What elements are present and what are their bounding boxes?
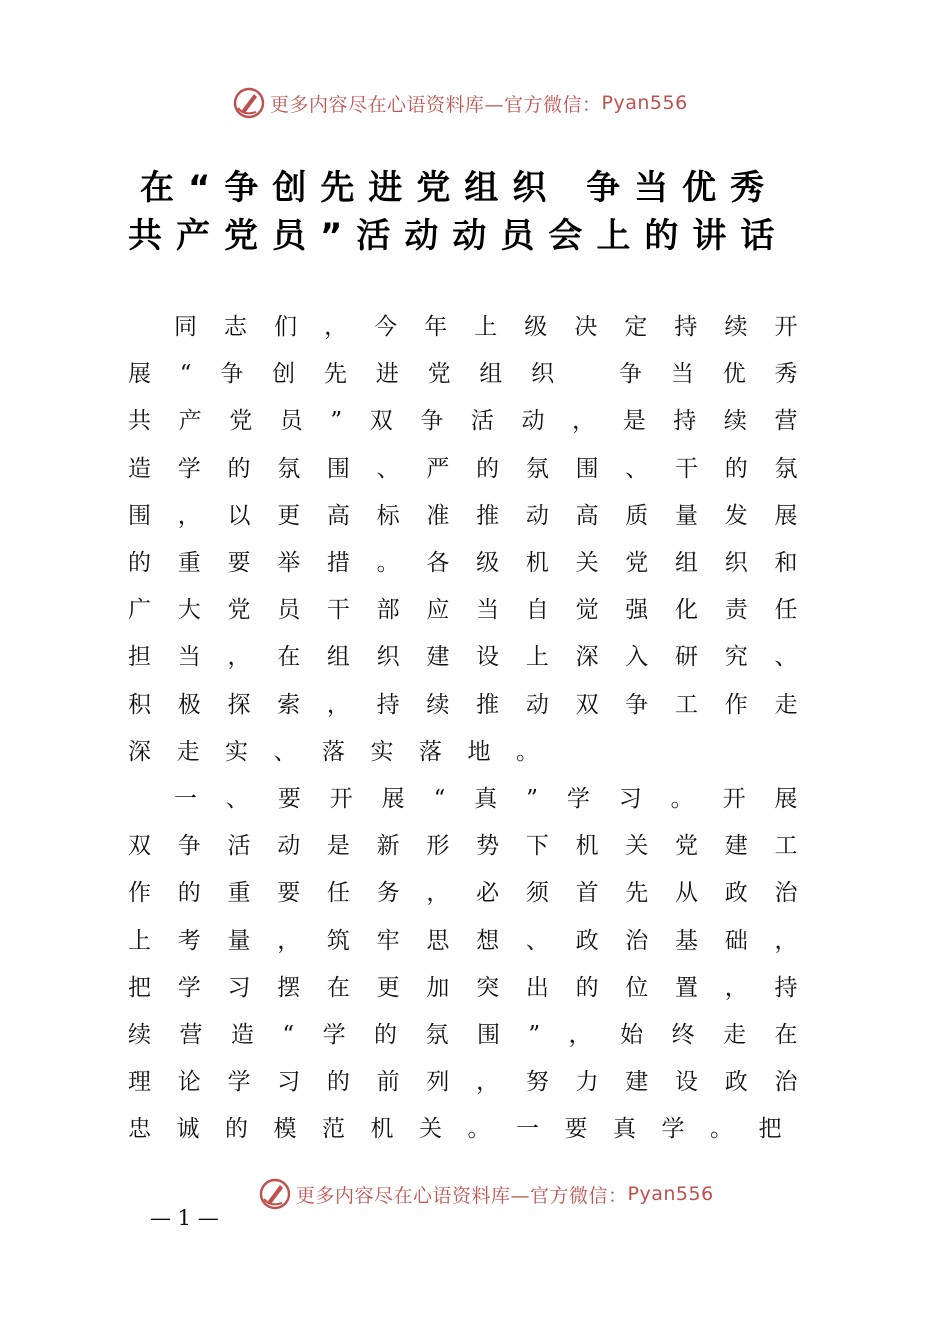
watermark-bottom [258, 1177, 714, 1211]
document-title-line-1: 在“争创先进党组织 争当优秀 [140, 168, 779, 208]
document-title-line-2: 共产党员”活动动员会上的讲话 [128, 216, 789, 256]
watermark-top [232, 86, 688, 120]
logo-icon [232, 86, 266, 120]
page-number: — 1 — [150, 1206, 219, 1230]
watermark-wechat-id: Pyan556 [627, 1183, 714, 1205]
watermark-text: 更多内容尽在心语资料库—官方微信： [296, 1184, 628, 1207]
logo-icon [258, 1177, 292, 1211]
watermark-text: 更多内容尽在心语资料库—官方微信： [270, 93, 602, 116]
body-paragraph: 同志们，今年上级决定持续开展“争创先进党组织 争当优秀共产党员”双争活动，是持续营造学的氛围、严的氛围、干的氛围，以更高标准推动高质量发展的重要举措。各级机关党组织和广大党员干部应当自觉强化责任担当，在组织建设上深入研究、积极探索，持续推动双争工作走深走实、落实落地。 [128, 314, 823, 765]
body-paragraph: 一、要开展“真”学习。开展双争活动是新形势下机关党建工作的重要任务，必须首先从政治上考量，筑牢思想、政治基础，把学习摆在更加突出的位置，持续营造“学的氛围”，始终走在理论学习的前列，努力建设政治忠诚的模范机关。一要真学。把 [128, 786, 823, 1143]
watermark-wechat-id: Pyan556 [601, 92, 688, 114]
document-body [128, 304, 823, 1154]
